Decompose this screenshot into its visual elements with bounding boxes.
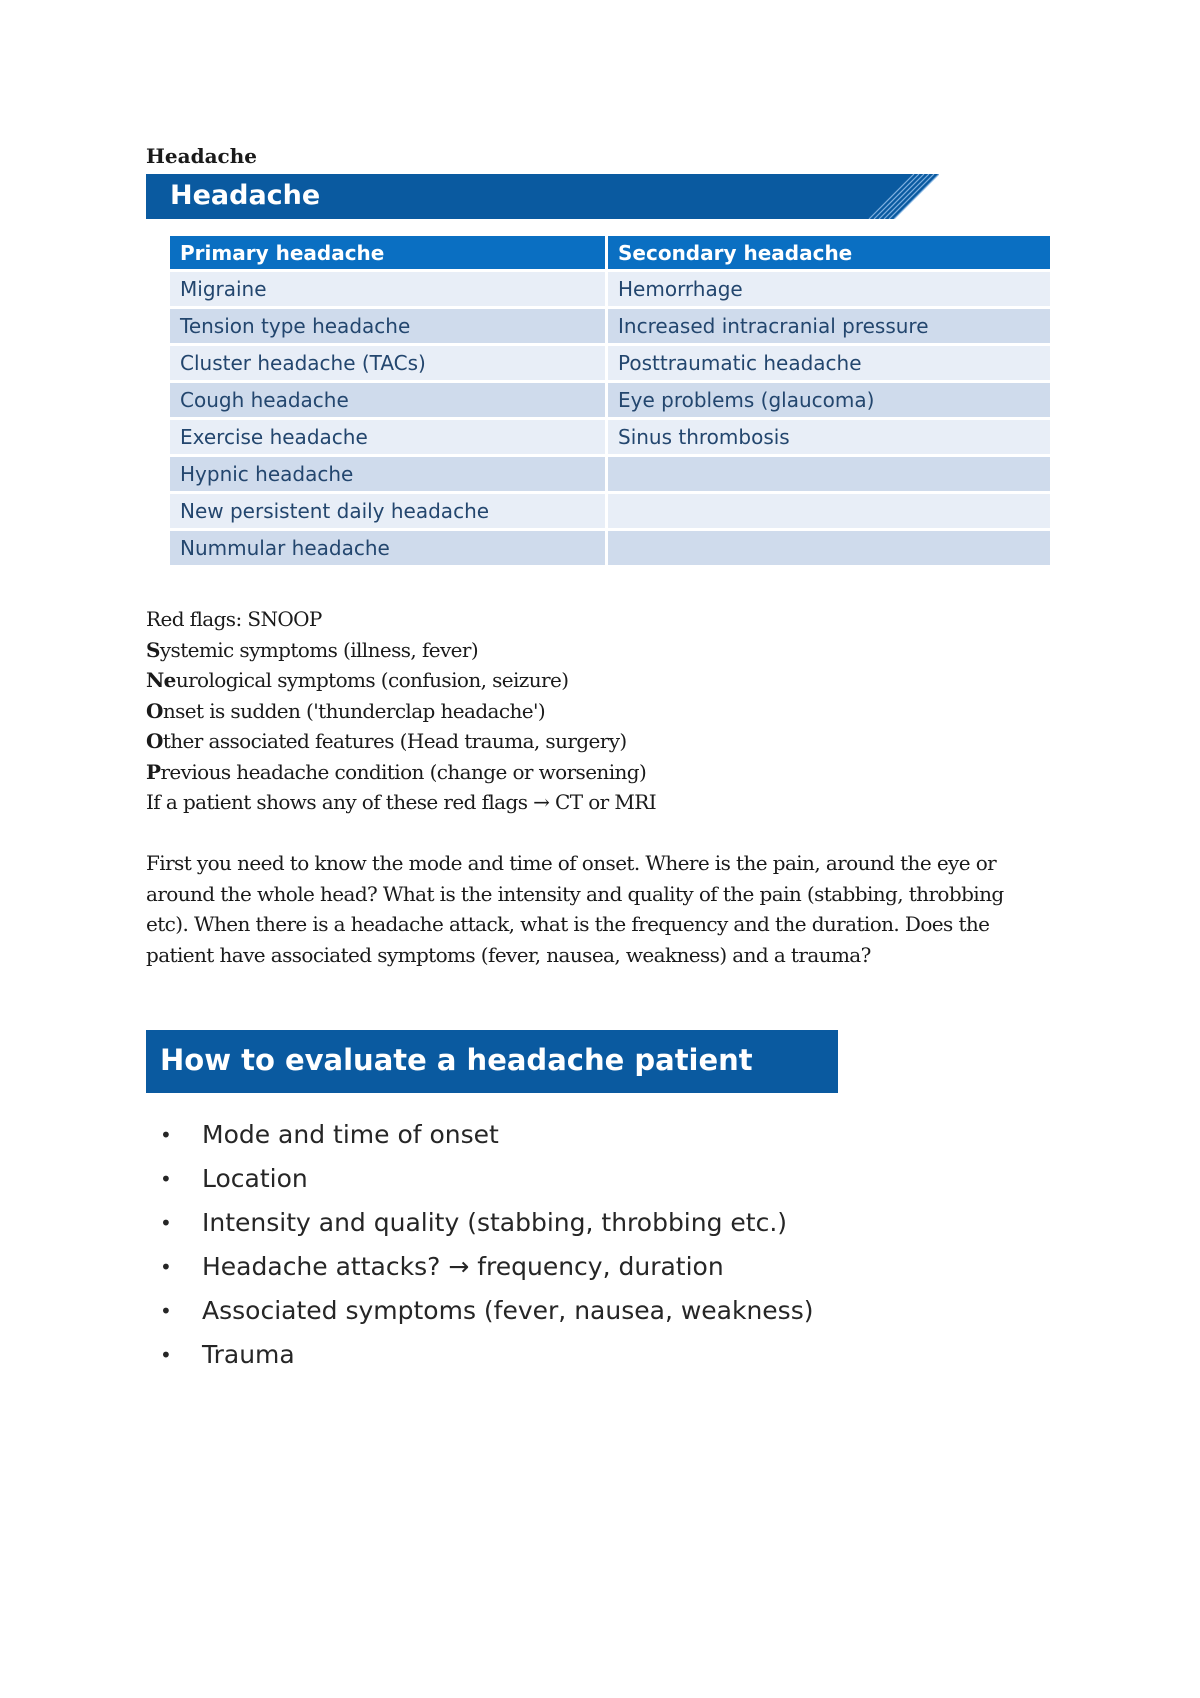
banner-title: How to evaluate a headache patient bbox=[160, 1043, 753, 1077]
table-cell: Exercise headache bbox=[170, 420, 608, 457]
list-item bbox=[158, 1157, 814, 1201]
table-header-row bbox=[170, 236, 1050, 272]
acronym-letter: S bbox=[146, 637, 160, 662]
table-cell: Cluster headache (TACs) bbox=[170, 346, 608, 383]
table-cell: Migraine bbox=[170, 272, 608, 309]
paragraph-line: patient have associated symptoms (fever, nausea, weakness) and a trauma? bbox=[146, 942, 871, 967]
red-flag-item bbox=[146, 757, 656, 788]
table-row bbox=[170, 531, 1050, 568]
paragraph-line: etc). When there is a headache attack, what is the frequency and the duration. Does the bbox=[146, 912, 990, 936]
acronym-letter: P bbox=[146, 759, 161, 784]
table-row bbox=[170, 383, 1050, 420]
page-title: Headache bbox=[146, 144, 257, 168]
table-row bbox=[170, 272, 1050, 309]
red-flag-item bbox=[146, 696, 656, 727]
red-flags-conclusion: If a patient shows any of these red flags → CT or MRI bbox=[146, 790, 657, 814]
table-row bbox=[170, 494, 1050, 531]
list-item-text: Headache attacks? → frequency, duration bbox=[202, 1252, 724, 1281]
table-cell: Eye problems (glaucoma) bbox=[608, 383, 1050, 420]
table-row bbox=[170, 309, 1050, 346]
table-row bbox=[170, 457, 1050, 494]
table-cell: Hemorrhage bbox=[608, 272, 1050, 309]
table-cell bbox=[608, 494, 1050, 531]
red-flag-text: urological symptoms (confusion, seizure) bbox=[175, 668, 569, 692]
list-item-text: Location bbox=[202, 1164, 308, 1193]
column-header-primary: Primary headache bbox=[170, 236, 608, 272]
list-item bbox=[158, 1289, 814, 1333]
banner-title: Headache bbox=[170, 180, 321, 211]
table-cell: Hypnic headache bbox=[170, 457, 608, 494]
headache-types-table bbox=[170, 236, 1050, 568]
table-cell: New persistent daily headache bbox=[170, 494, 608, 531]
list-item-text: Associated symptoms (fever, nausea, weakness) bbox=[202, 1296, 814, 1325]
table-row bbox=[170, 346, 1050, 383]
red-flags-title: Red flags: SNOOP bbox=[146, 607, 322, 631]
column-header-secondary: Secondary headache bbox=[608, 236, 1050, 272]
acronym-letter: Ne bbox=[146, 668, 176, 692]
slide-banner-headache bbox=[146, 174, 939, 219]
table-cell: Tension type headache bbox=[170, 309, 608, 346]
table-cell bbox=[608, 531, 1050, 568]
bullet-icon: • bbox=[160, 1123, 172, 1147]
red-flag-text: nset is sudden ('thunderclap headache') bbox=[162, 698, 546, 723]
list-item-text: Trauma bbox=[202, 1340, 295, 1369]
red-flag-item bbox=[146, 635, 656, 666]
paragraph-line: First you need to know the mode and time of onset. Where is the pain, around the eye or bbox=[146, 851, 997, 875]
list-item bbox=[158, 1201, 814, 1245]
bullet-icon: • bbox=[160, 1299, 172, 1323]
slide-banner-evaluate bbox=[146, 1030, 838, 1093]
list-item-text: Mode and time of onset bbox=[202, 1120, 499, 1149]
table-row bbox=[170, 420, 1050, 457]
red-flag-text: ystemic symptoms (illness, fever) bbox=[159, 637, 479, 662]
acronym-letter: O bbox=[146, 729, 163, 753]
bullet-icon: • bbox=[160, 1211, 172, 1235]
list-item bbox=[158, 1333, 814, 1377]
table-cell: Increased intracranial pressure bbox=[608, 309, 1050, 346]
list-item-text: Intensity and quality (stabbing, throbbing etc.) bbox=[202, 1208, 788, 1237]
bullet-icon: • bbox=[160, 1343, 172, 1367]
paragraph-line: around the whole head? What is the intensity and quality of the pain (stabbing, throbbing bbox=[146, 881, 1004, 906]
red-flag-text: revious headache condition (change or worsening) bbox=[160, 759, 647, 784]
evaluation-paragraph bbox=[146, 848, 1066, 970]
red-flag-item bbox=[146, 726, 656, 757]
list-item bbox=[158, 1245, 814, 1289]
red-flag-item bbox=[146, 665, 656, 696]
bullet-icon: • bbox=[160, 1167, 172, 1191]
table-cell bbox=[608, 457, 1050, 494]
evaluation-bullet-list bbox=[158, 1113, 814, 1377]
red-flags-section bbox=[146, 604, 656, 818]
table-cell: Nummular headache bbox=[170, 531, 608, 568]
bullet-icon: • bbox=[160, 1255, 172, 1279]
red-flag-text: ther associated features (Head trauma, surgery) bbox=[162, 729, 627, 753]
table-cell: Cough headache bbox=[170, 383, 608, 420]
table-cell: Sinus thrombosis bbox=[608, 420, 1050, 457]
acronym-letter: O bbox=[146, 698, 163, 723]
list-item bbox=[158, 1113, 814, 1157]
table-cell: Posttraumatic headache bbox=[608, 346, 1050, 383]
